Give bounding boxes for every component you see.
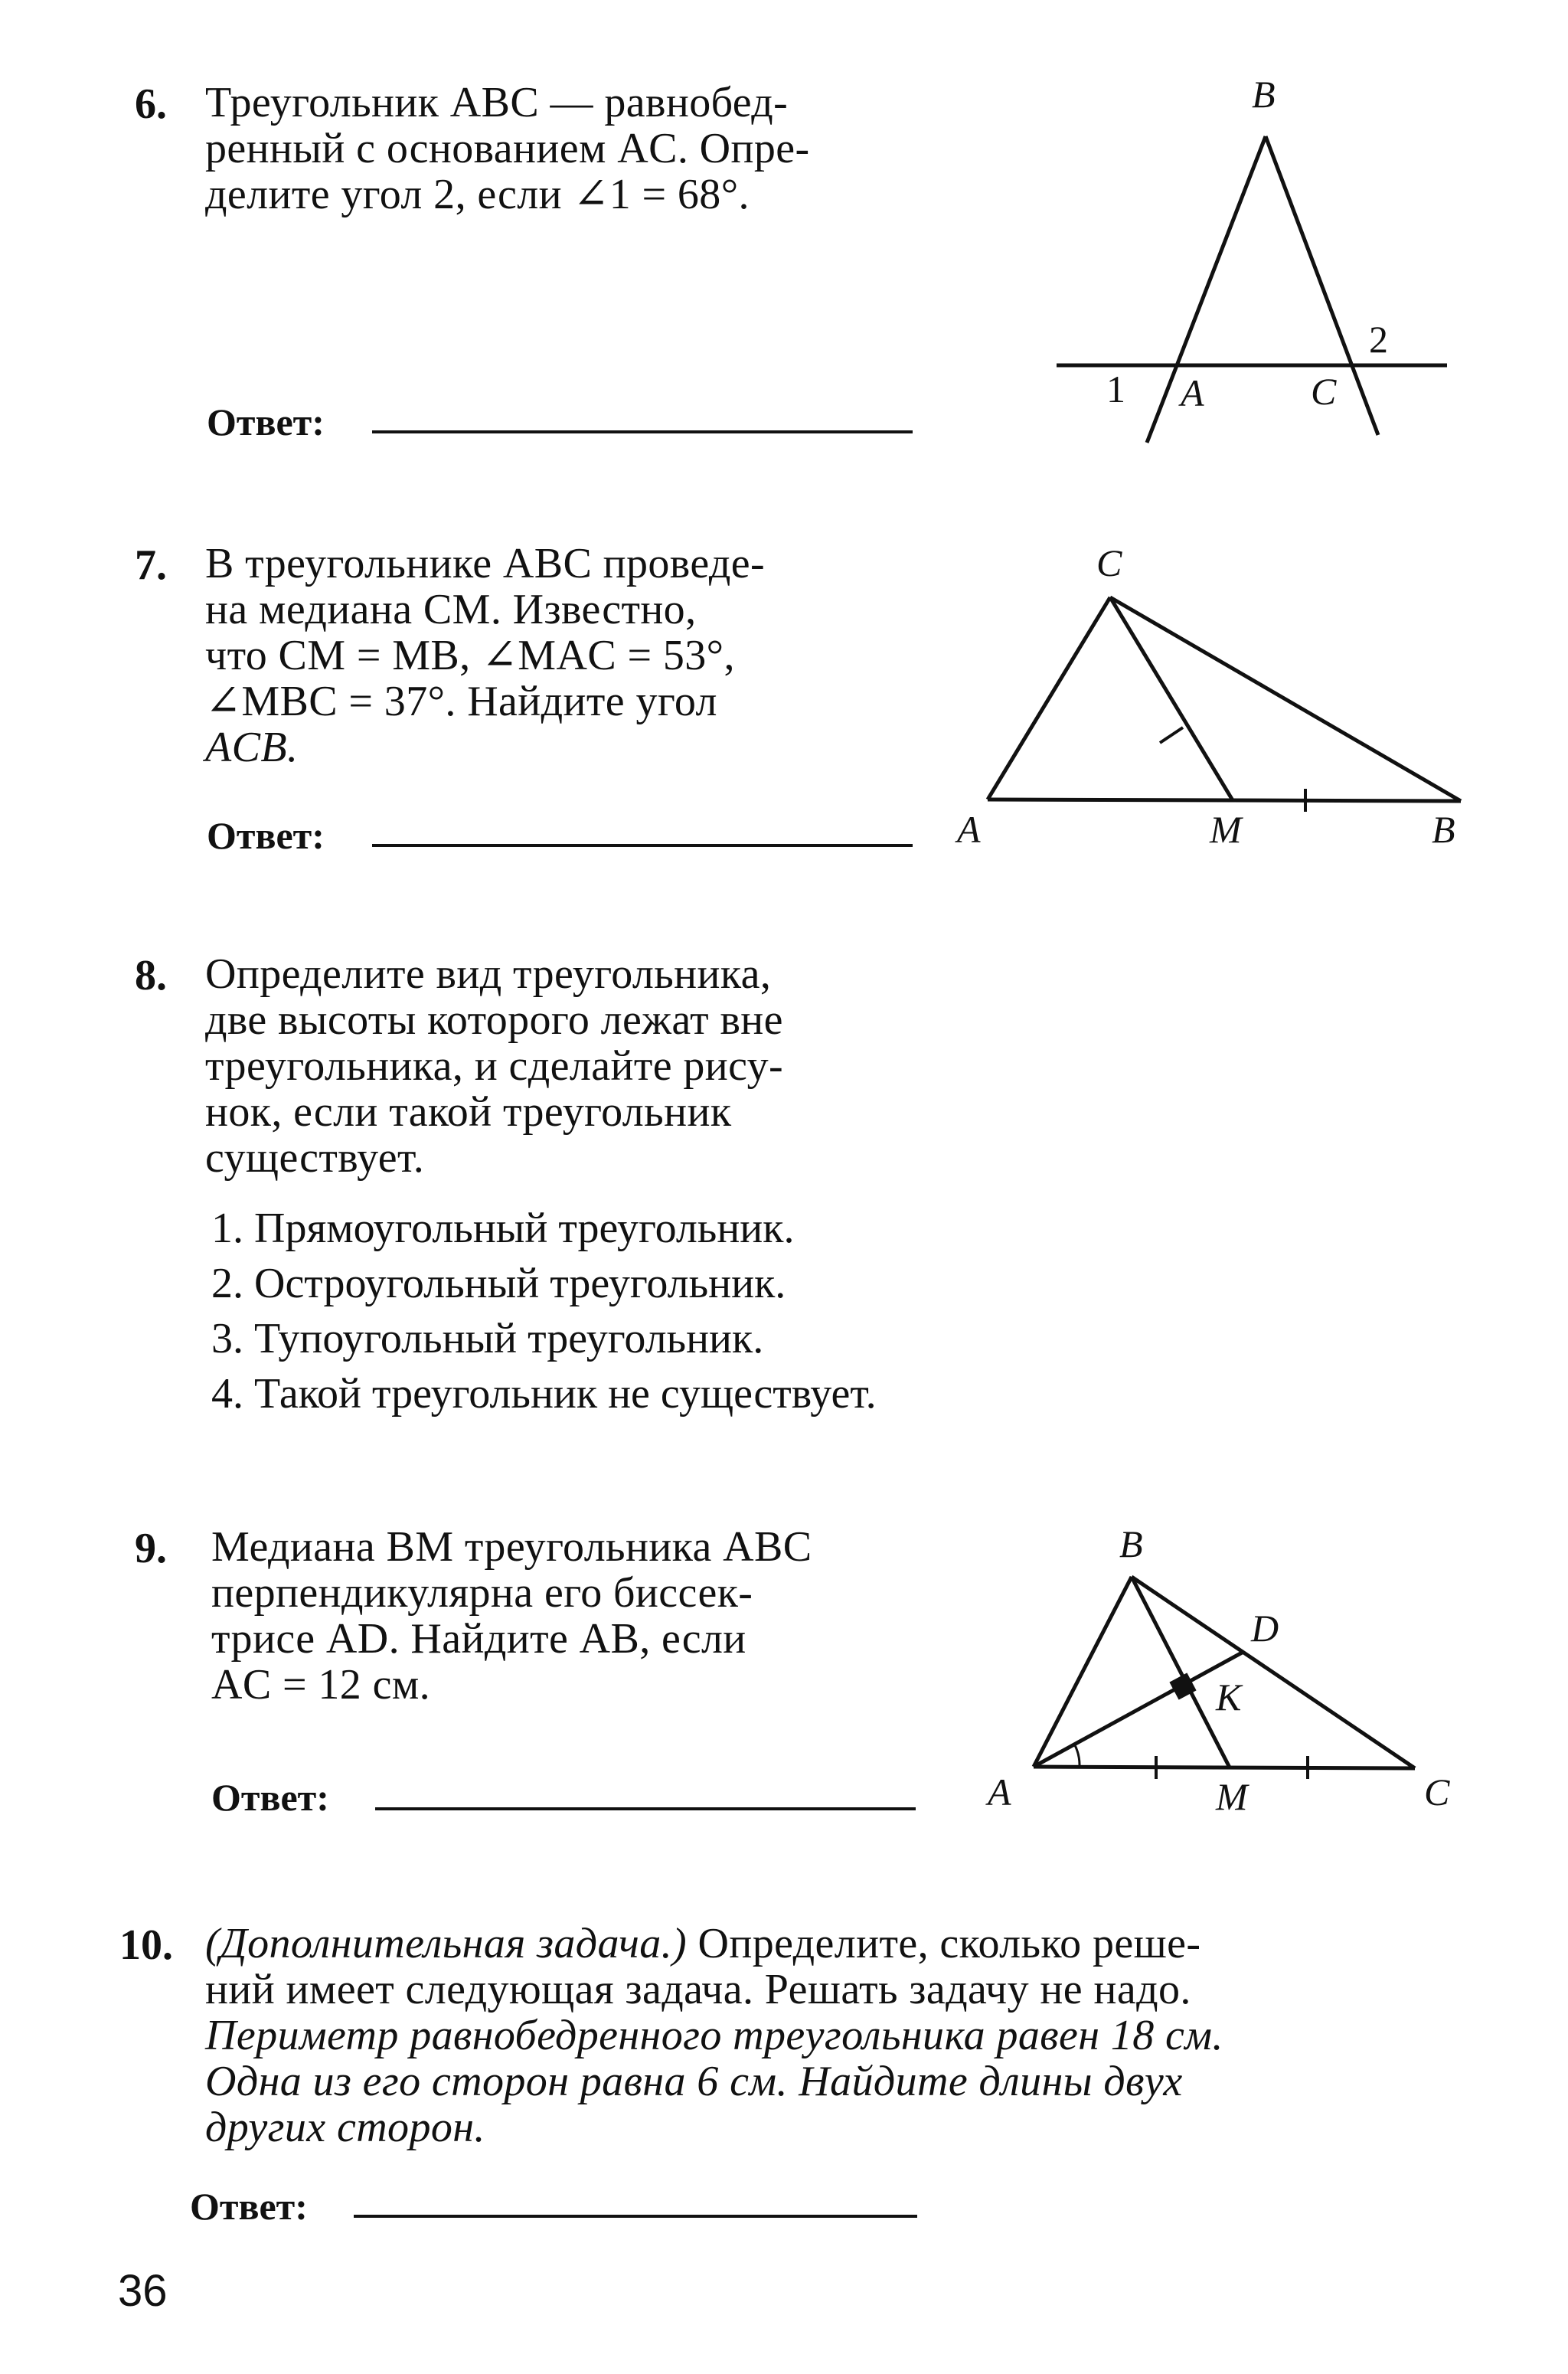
problem-10-line: других сторон. — [205, 2104, 485, 2151]
problem-10-line: ний имеет следующая задача. Решать задачу не надо. — [205, 1966, 1191, 2013]
problem-9-answer-label: Ответ: — [211, 1776, 329, 1819]
problem-8-line: существует. — [205, 1134, 425, 1182]
side-cb — [1110, 597, 1461, 801]
problem-7-line: В треугольнике ABC проведе- — [205, 540, 766, 587]
side-ac — [1034, 1767, 1415, 1768]
label-angle-2: 2 — [1369, 318, 1388, 361]
problem-9-number: 9. — [135, 1525, 167, 1572]
problem-8-options — [211, 1205, 1207, 1417]
problem-9-line: перпендикулярна его биссек- — [211, 1569, 753, 1617]
problem-10-line: Периметр равнобедренного треугольника равен 18 см. — [205, 2012, 1223, 2059]
label-angle-1: 1 — [1106, 368, 1125, 410]
label-c: C — [1424, 1771, 1450, 1813]
problem-7-line: ACB. — [205, 724, 299, 771]
problem-10-text — [205, 1921, 1461, 2150]
problem-8-line: треугольника, и сделайте рису- — [205, 1042, 784, 1090]
problem-10-number: 10. — [119, 1921, 173, 1969]
problem-8-number: 8. — [135, 952, 167, 999]
problem-8-text — [205, 951, 940, 1181]
problem-10-answer-line[interactable] — [354, 2215, 917, 2218]
problem-6-line: Треугольник ABC — равнобед- — [205, 79, 789, 126]
problem-10-line — [205, 1921, 1461, 1967]
side-ac — [988, 597, 1110, 800]
problem-8-line: Определите вид треугольника, — [205, 950, 772, 998]
label-b: B — [1119, 1522, 1143, 1565]
problem-6-line: ренный с основанием AC. Опре- — [205, 125, 810, 172]
median-cm — [1110, 597, 1233, 800]
side-bc — [1132, 1577, 1415, 1768]
option-1[interactable]: 1. Прямоугольный треугольник. — [211, 1205, 795, 1252]
problem-9-text — [211, 1524, 931, 1708]
problem-6-answer-line[interactable] — [372, 430, 913, 433]
label-k: K — [1216, 1676, 1242, 1718]
problem-7-answer-label: Ответ: — [207, 814, 325, 857]
label-c: C — [1096, 541, 1122, 584]
problem-6-figure — [1057, 69, 1470, 467]
tick-cm — [1160, 728, 1183, 743]
problem-6-answer-label: Ответ: — [207, 401, 325, 443]
label-c: C — [1311, 370, 1337, 413]
side-ab — [1147, 136, 1266, 443]
problem-7-number: 7. — [135, 541, 167, 589]
problem-9-figure — [972, 1520, 1478, 1826]
problem-10-answer-label: Ответ: — [190, 2185, 308, 2228]
page-number: 36 — [118, 2266, 168, 2316]
option-2[interactable]: 2. Остроугольный треугольник. — [211, 1260, 786, 1307]
problem-9-line: AC = 12 см. — [211, 1661, 431, 1709]
problem-6-number: 6. — [135, 80, 167, 128]
problem-10-line: Одна из его сторон равна 6 см. Найдите длины двух — [205, 2058, 1183, 2105]
problem-10-line-start: Определите, сколько реше- — [687, 1920, 1201, 1967]
problem-7-line: что CM = MB, ∠MAC = 53°, — [205, 632, 735, 679]
label-a: A — [957, 808, 981, 851]
label-b: B — [1252, 73, 1276, 116]
problem-6-line: делите угол 2, если ∠1 = 68°. — [205, 171, 750, 218]
median-bm — [1132, 1577, 1230, 1767]
label-m: M — [1210, 808, 1242, 851]
problem-8-line: две высоты которого лежат вне — [205, 996, 783, 1044]
problem-10-lead: (Дополнительная задача.) — [205, 1920, 688, 1967]
problem-7-line: ∠MBC = 37°. Найдите угол — [205, 678, 717, 725]
problem-9-line: Медиана BM треугольника ABC — [211, 1523, 812, 1571]
problem-9-answer-line[interactable] — [375, 1807, 916, 1810]
label-b: B — [1432, 808, 1455, 851]
problem-7-line: на медиана CM. Известно, — [205, 586, 697, 633]
option-3[interactable]: 3. Тупоугольный треугольник. — [211, 1315, 764, 1362]
problem-9-line: трисе AD. Найдите AB, если — [211, 1615, 746, 1663]
option-4[interactable]: 4. Такой треугольник не существует. — [211, 1370, 877, 1418]
label-a: A — [1181, 371, 1204, 414]
problem-7-figure — [949, 536, 1493, 858]
problem-7-text — [205, 541, 925, 770]
problem-7-answer-line[interactable] — [372, 844, 913, 847]
problem-8-line: нок, если такой треугольник — [205, 1088, 732, 1136]
side-ab — [988, 800, 1461, 801]
label-a: A — [988, 1771, 1011, 1813]
angle-arc — [1074, 1744, 1080, 1767]
label-d: D — [1251, 1607, 1279, 1650]
problem-6-text — [205, 80, 925, 217]
label-m: M — [1216, 1775, 1248, 1818]
